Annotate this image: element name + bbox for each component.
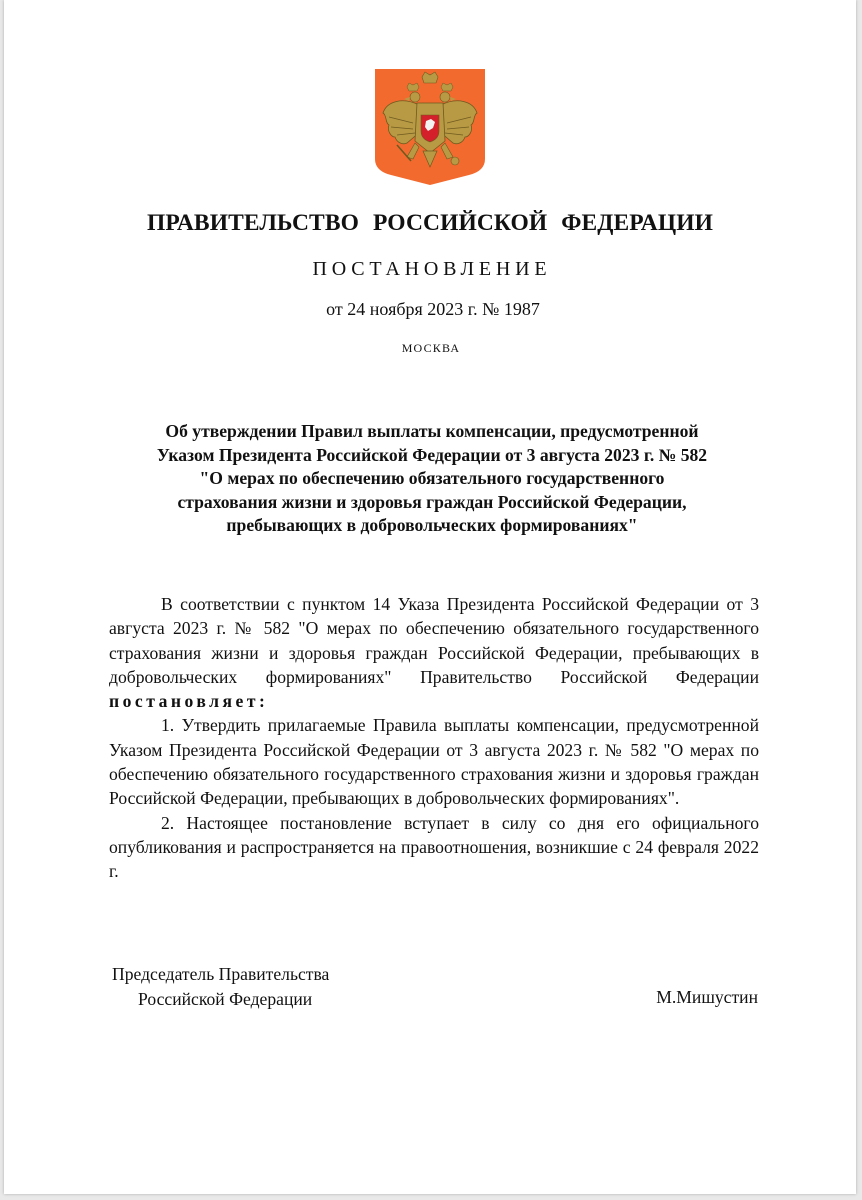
- signatory-name: М.Мишустин: [656, 987, 758, 1007]
- signatory-title-line-2: Российской Федерации: [138, 988, 313, 1009]
- government-title: ПРАВИТЕЛЬСТВО РОССИЙСКОЙ ФЕДЕРАЦИИ: [147, 210, 713, 236]
- document-page: [4, 0, 856, 1194]
- preamble-paragraph: [109, 592, 759, 713]
- subject-line: "О мерах по обеспечению обязательного государственного: [199, 468, 665, 488]
- preamble-text: В соответствии с пунктом 14 Указа Президента Российской Федерации от 3 августа 2023 г. № 582 "О мерах по обеспечению обязательного государственного страхования жизни и здоровья граждан Российской Федерации, пребывающих в добровольческих формированиях" Правительство Российской Федерации: [109, 594, 759, 687]
- item-1-paragraph: 1. Утвердить прилагаемые Правила выплаты компенсации, предусмотренной Указом Президента Российской Федерации от 3 августа 2023 г. № 582 "О мерах по обеспечению обязательного государственного страхования жизни и здоровья граждан Российской Федерации, пребывающих в добровольческих формированиях".: [109, 715, 759, 809]
- resolves-word: постановляет:: [109, 691, 269, 712]
- subject-line: Указом Президента Российской Федерации от 3 августа 2023 г. № 582: [156, 444, 708, 465]
- coat-of-arms-icon: [373, 67, 487, 187]
- item-2-paragraph: 2. Настоящее постановление вступает в силу со дня его официального опубликования и распространяется на правоотношения, возникшие с 24 февраля 2022 г.: [109, 812, 759, 882]
- subject-line: страхования жизни и здоровья граждан Российской Федерации,: [177, 491, 687, 512]
- decree-body: [109, 592, 759, 884]
- signatory-title-line-1: Председатель Правительства: [112, 964, 330, 984]
- city: МОСКВА: [401, 341, 461, 355]
- decree-type: ПОСТАНОВЛЕНИЕ: [312, 258, 552, 280]
- subject-line: Об утверждении Правил выплаты компенсации, предусмотренной: [165, 421, 699, 441]
- decree-date-number: от 24 ноября 2023 г. № 1987: [326, 299, 540, 319]
- signatory-title: [112, 962, 329, 1011]
- decree-subject: [114, 420, 750, 538]
- subject-line: пребывающих в добровольческих формированиях": [226, 515, 638, 535]
